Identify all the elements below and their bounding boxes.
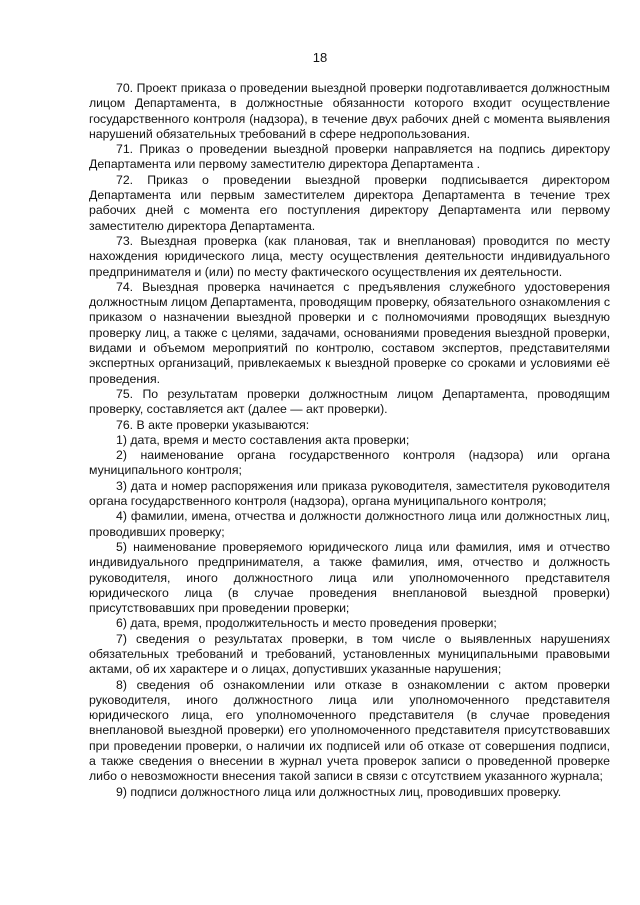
list-item-7: 7) сведения о результатах проверки, в том числе о выявленных нарушениях обязательных требований и требований, установленных муниципальными правовыми актами, об их характере и о лицах, допустивших указанные нарушения; [89,631,610,677]
paragraph-76: 76. В акте проверки указываются: [116,417,310,432]
list-item-2: 2) наименование органа государственного контроля (надзора) или органа муниципального контроля; [89,448,610,478]
paragraph-72: 72. Приказ о проведении выездной проверки подписывается директором Департамента или первым заместителем директора Департамента в течение трех рабочих дней с момента его поступления директору Департамента или первому заместителю директора Департамента. [89,172,610,233]
page-number: 18 [312,50,328,65]
list-item-6: 6) дата, время, продолжительность и место проведения проверки; [116,616,497,631]
paragraph-70: 70. Проект приказа о проведении выездной проверки подготавливается должностным лицом Департамента, в должностные обязанности которого входит осуществление государственного контроля (надзора), в течение двух рабочих дней с момента выявления нарушений обязательных требований в сфере недропользования. [89,81,610,141]
list-item-4: 4) фамилии, имена, отчества и должности должностного лица или должностных лиц, проводивших проверку; [89,509,610,539]
document-body [89,81,610,800]
list-item-5: 5) наименование проверяемого юридического лица или фамилия, имя и отчество индивидуального предпринимателя, а также фамилия, имя, отчество и должность руководителя, иного должностного лица или уполномоченного представителя юридического лица (в случае проведения внеплановой выездной проверки) присутствовавших при проведении проверки; [89,539,610,616]
paragraph-73: 73. Выездная проверка (как плановая, так и внеплановая) проводится по месту нахождения юридического лица, месту осуществления деятельности индивидуального предпринимателя и (или) по месту фактического осуществления их деятельности. [89,233,610,279]
list-item-1: 1) дата, время и место составления акта проверки; [116,432,410,447]
list-item-3: 3) дата и номер распоряжения или приказа руководителя, заместителя руководителя органа государственного контроля (надзора), органа муниципального контроля; [89,478,610,509]
list-item-8: 8) сведения об ознакомлении или отказе в ознакомлении с актом проверки руководителя, иного должностного лица или уполномоченного представителя юридического лица, его уполномоченного представителя (в случае проведения внеплановой выездной проверки) его уполномоченного представителя присутствовавших при проведении проверки, о наличии их подписей или об отказе от совершения подписи, а также сведения о внесении в журнал учета проверок записи о проведенной проверке либо о невозможности внесения такой записи в связи с отсутствием указанного журнала; [89,677,610,784]
list-item-9: 9) подписи должностного лица или должностных лиц, проводивших проверку. [116,784,562,799]
paragraph-75: 75. По результатам проверки должностным лицом Департамента, проводящим проверку, составляется акт (далее — акт проверки). [89,386,610,417]
paragraph-74: 74. Выездная проверка начинается с предъявления служебного удостоверения должностным лицом Департамента, проводящим проверку, обязательного ознакомления с приказом о назначении выездной проверки и с полномочиями проводящих выездную проверку лиц, а также с целями, задачами, основаниями проведения выездной проверки, видами и объемом мероприятий по контролю, составом экспертов, представителями экспертных организаций, привлекаемых к выездной проверке со сроками и условиями её проведения. [89,279,610,386]
paragraph-71: 71. Приказ о проведении выездной проверки направляется на подпись директору Департамента или первому заместителю директора Департамента . [89,142,610,172]
